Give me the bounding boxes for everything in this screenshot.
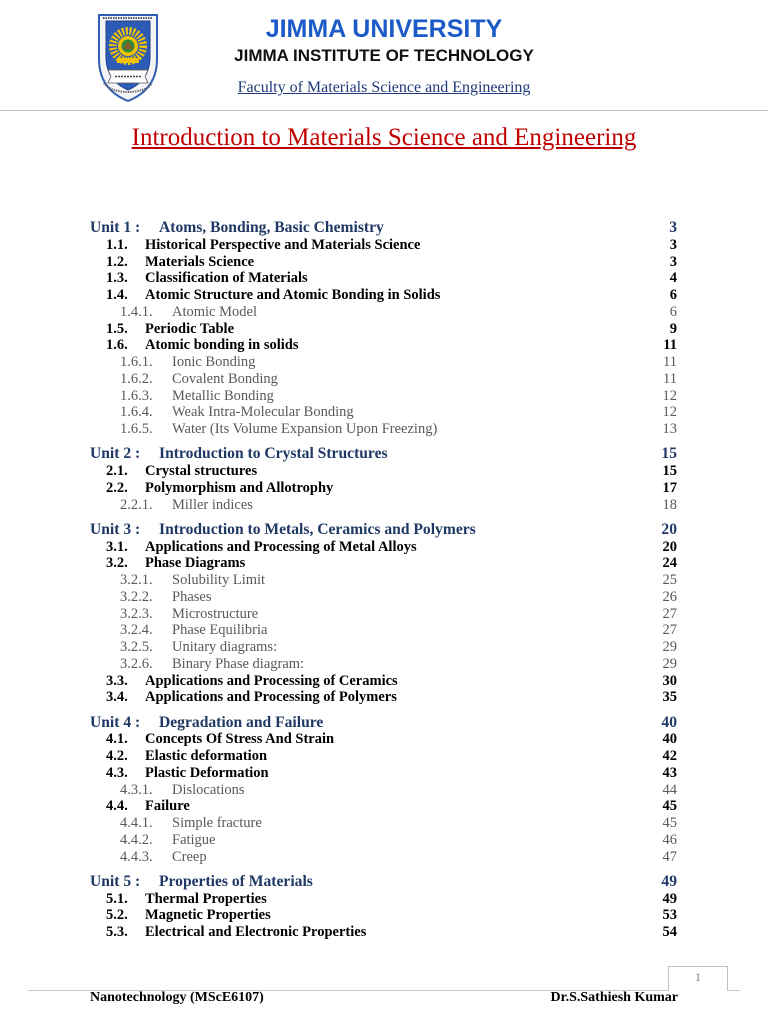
toc-section-entry[interactable] [0, 673, 768, 690]
toc-subsection-entry[interactable] [0, 606, 768, 623]
subsection-page-number: 27 [662, 622, 677, 639]
section-title: Concepts Of Stress And Strain [145, 731, 335, 748]
subsection-number: 4.4.1. [120, 815, 153, 831]
toc-section-entry[interactable] [0, 765, 768, 782]
section-page-number: 53 [662, 907, 677, 924]
subsection-title: Binary Phase diagram: [172, 655, 305, 672]
section-title: Elastic deformation [145, 748, 268, 764]
subsection-title: Phase Equilibria [172, 622, 268, 639]
subsection-number: 1.4.1. [120, 303, 153, 320]
subsection-title: Unitary diagrams: [172, 639, 278, 655]
subsection-title: Water (Its Volume Expansion Upon Freezing) [172, 421, 438, 437]
unit-title: Atoms, Bonding, Basic Chemistry [159, 219, 384, 236]
section-number: 3.1. [106, 538, 128, 555]
section-title: Thermal Properties [145, 890, 267, 907]
subsection-page-number: 45 [662, 815, 677, 831]
subsection-number: 3.2.3. [120, 605, 153, 622]
toc-section-entry[interactable] [0, 270, 768, 287]
subsection-page-number: 46 [662, 831, 677, 848]
section-title: Plastic Deformation [145, 764, 269, 781]
section-page-number: 24 [662, 555, 677, 572]
toc-section-entry[interactable] [0, 689, 768, 706]
section-page-number: 49 [662, 890, 677, 907]
unit-label: Unit 4 : [90, 713, 141, 731]
faculty-name-container [0, 80, 768, 96]
subsection-page-number: 6 [669, 303, 677, 320]
section-page-number: 3 [669, 236, 677, 253]
toc-subsection-entry[interactable] [0, 304, 768, 321]
subsection-number: 2.2.1. [120, 496, 153, 513]
toc-section-entry[interactable] [0, 891, 768, 908]
section-page-number: 11 [663, 337, 677, 354]
unit-label: Unit 1 : [90, 219, 141, 236]
subsection-page-number: 47 [662, 848, 677, 865]
toc-subsection-entry[interactable] [0, 388, 768, 405]
subsection-title: Creep [172, 848, 207, 865]
subsection-page-number: 13 [662, 421, 677, 437]
subsection-title: Microstructure [172, 605, 259, 622]
toc-subsection-entry[interactable] [0, 849, 768, 866]
toc-section-entry[interactable] [0, 539, 768, 556]
document-title-container [0, 125, 768, 150]
section-title: Historical Perspective and Materials Science [145, 236, 421, 253]
toc-subsection-entry[interactable] [0, 639, 768, 656]
section-number: 4.3. [106, 764, 128, 781]
subsection-page-number: 44 [662, 781, 677, 798]
subsection-number: 3.2.5. [120, 639, 153, 655]
section-number: 1.1. [106, 236, 128, 253]
subsection-page-number: 25 [662, 572, 677, 588]
toc-subsection-entry[interactable] [0, 404, 768, 421]
unit-page-number: 15 [661, 445, 677, 463]
subsection-number: 1.6.4. [120, 404, 153, 421]
unit-page-number: 49 [661, 872, 677, 890]
section-number: 2.1. [106, 463, 128, 479]
subsection-page-number: 12 [662, 404, 677, 421]
subsection-page-number: 11 [663, 370, 677, 387]
unit-page-number: 40 [661, 713, 677, 731]
section-number: 1.5. [106, 320, 128, 337]
section-number: 1.6. [106, 337, 128, 354]
toc-section-entry[interactable] [0, 907, 768, 924]
toc-subsection-entry[interactable] [0, 832, 768, 849]
section-number: 5.2. [106, 907, 128, 924]
toc-section-entry[interactable] [0, 924, 768, 941]
section-page-number: 54 [662, 924, 677, 940]
toc-subsection-entry[interactable] [0, 371, 768, 388]
section-title: Atomic bonding in solids [145, 337, 299, 354]
toc-section-entry[interactable] [0, 254, 768, 271]
subsection-number: 3.2.6. [120, 655, 153, 672]
subsection-title: Dislocations [172, 781, 245, 798]
header-divider [0, 110, 768, 111]
subsection-title: Atomic Model [172, 303, 257, 320]
subsection-page-number: 27 [662, 605, 677, 622]
section-number: 5.3. [106, 924, 128, 940]
page-number: 1 [695, 970, 701, 984]
toc-subsection-entry[interactable] [0, 421, 768, 438]
section-title: Crystal structures [145, 463, 258, 479]
section-title: Phase Diagrams [145, 555, 246, 572]
toc-section-entry[interactable] [0, 731, 768, 748]
toc-subsection-entry[interactable] [0, 622, 768, 639]
section-title: Polymorphism and Allotrophy [145, 479, 334, 496]
unit-title: Introduction to Crystal Structures [159, 445, 388, 463]
university-name: JIMMA UNIVERSITY [265, 15, 503, 43]
toc-subsection-entry[interactable] [0, 572, 768, 589]
subsection-title: Phases [172, 588, 212, 605]
toc-section-entry[interactable] [0, 463, 768, 480]
toc-subsection-entry[interactable] [0, 589, 768, 606]
section-title: Applications and Processing of Metal Alloys [145, 538, 417, 555]
section-title: Failure [145, 798, 190, 815]
toc-section-entry[interactable] [0, 321, 768, 338]
toc-unit-entry[interactable] [0, 220, 768, 237]
unit-label: Unit 5 : [90, 872, 141, 890]
section-page-number: 6 [669, 287, 677, 303]
subsection-title: Ionic Bonding [172, 354, 256, 370]
section-number: 4.2. [106, 748, 128, 764]
toc-subsection-entry[interactable] [0, 815, 768, 832]
section-number: 1.2. [106, 253, 128, 270]
unit-page-number: 3 [669, 219, 677, 236]
subsection-number: 3.2.1. [120, 572, 153, 588]
subsection-title: Fatigue [172, 831, 216, 848]
unit-title: Introduction to Metals, Ceramics and Polymers [159, 520, 476, 538]
section-page-number: 15 [662, 463, 677, 479]
section-number: 3.3. [106, 672, 128, 689]
section-page-number: 9 [669, 320, 677, 337]
subsection-title: Miller indices [172, 496, 253, 513]
section-page-number: 4 [669, 270, 677, 287]
subsection-number: 4.4.3. [120, 848, 153, 865]
section-page-number: 3 [669, 253, 677, 270]
section-title: Electrical and Electronic Properties [145, 924, 367, 940]
subsection-title: Solubility Limit [172, 572, 266, 588]
subsection-page-number: 29 [662, 655, 677, 672]
toc-section-entry[interactable] [0, 555, 768, 572]
table-of-contents [0, 220, 768, 941]
footer-author: Dr.S.Sathiesh Kumar [550, 990, 678, 1005]
toc-unit-entry[interactable] [0, 715, 768, 732]
section-number: 3.2. [106, 555, 128, 572]
subsection-page-number: 11 [663, 354, 677, 370]
section-page-number: 40 [662, 731, 677, 748]
toc-unit-entry[interactable] [0, 522, 768, 539]
toc-subsection-entry[interactable] [0, 782, 768, 799]
unit-title: Properties of Materials [159, 872, 313, 890]
subsection-number: 1.6.1. [120, 354, 153, 370]
section-title: Materials Science [145, 253, 255, 270]
subsection-number: 1.6.2. [120, 370, 153, 387]
section-title: Classification of Materials [145, 270, 308, 287]
section-number: 1.3. [106, 270, 128, 287]
subsection-number: 3.2.2. [120, 588, 153, 605]
section-page-number: 45 [662, 798, 677, 815]
subsection-page-number: 29 [662, 639, 677, 655]
section-number: 4.4. [106, 798, 128, 815]
document-title: Introduction to Materials Science and Engineering [131, 124, 637, 151]
subsection-page-number: 18 [662, 496, 677, 513]
toc-subsection-entry[interactable] [0, 656, 768, 673]
section-page-number: 42 [662, 748, 677, 764]
toc-section-entry[interactable] [0, 337, 768, 354]
section-title: Applications and Processing of Ceramics [145, 672, 398, 689]
subsection-title: Covalent Bonding [172, 370, 278, 387]
toc-section-entry[interactable] [0, 798, 768, 815]
subsection-title: Simple fracture [172, 815, 262, 831]
section-title: Applications and Processing of Polymers [145, 689, 397, 706]
section-page-number: 35 [662, 689, 677, 706]
section-number: 5.1. [106, 890, 128, 907]
toc-subsection-entry[interactable] [0, 497, 768, 514]
subsection-title: Metallic Bonding [172, 387, 274, 404]
subsection-page-number: 12 [662, 387, 677, 404]
section-page-number: 17 [662, 479, 677, 496]
section-number: 2.2. [106, 479, 128, 496]
subsection-title: Weak Intra-Molecular Bonding [172, 404, 354, 421]
section-number: 1.4. [106, 287, 128, 303]
unit-label: Unit 3 : [90, 520, 141, 538]
toc-unit-entry[interactable] [0, 446, 768, 463]
subsection-number: 1.6.5. [120, 421, 153, 437]
unit-label: Unit 2 : [90, 445, 141, 463]
section-page-number: 43 [662, 764, 677, 781]
section-title: Magnetic Properties [145, 907, 271, 924]
toc-section-entry[interactable] [0, 748, 768, 765]
subsection-number: 4.4.2. [120, 831, 153, 848]
faculty-name: Faculty of Materials Science and Engineering [237, 79, 531, 96]
unit-page-number: 20 [661, 520, 677, 538]
subsection-page-number: 26 [662, 588, 677, 605]
subsection-number: 1.6.3. [120, 387, 153, 404]
subsection-number: 3.2.4. [120, 622, 153, 639]
toc-unit-entry[interactable] [0, 874, 768, 891]
footer-course: Nanotechnology (MScE6107) [90, 990, 264, 1005]
section-title: Atomic Structure and Atomic Bonding in Solids [145, 287, 441, 303]
toc-subsection-entry[interactable] [0, 354, 768, 371]
institute-name: JIMMA INSTITUTE OF TECHNOLOGY [234, 46, 534, 65]
section-page-number: 20 [662, 538, 677, 555]
toc-section-entry[interactable] [0, 287, 768, 304]
section-title: Periodic Table [145, 320, 235, 337]
subsection-number: 4.3.1. [120, 781, 153, 798]
section-number: 3.4. [106, 689, 128, 706]
section-page-number: 30 [662, 672, 677, 689]
unit-title: Degradation and Failure [159, 713, 324, 731]
toc-section-entry[interactable] [0, 480, 768, 497]
section-number: 4.1. [106, 731, 128, 748]
toc-section-entry[interactable] [0, 237, 768, 254]
